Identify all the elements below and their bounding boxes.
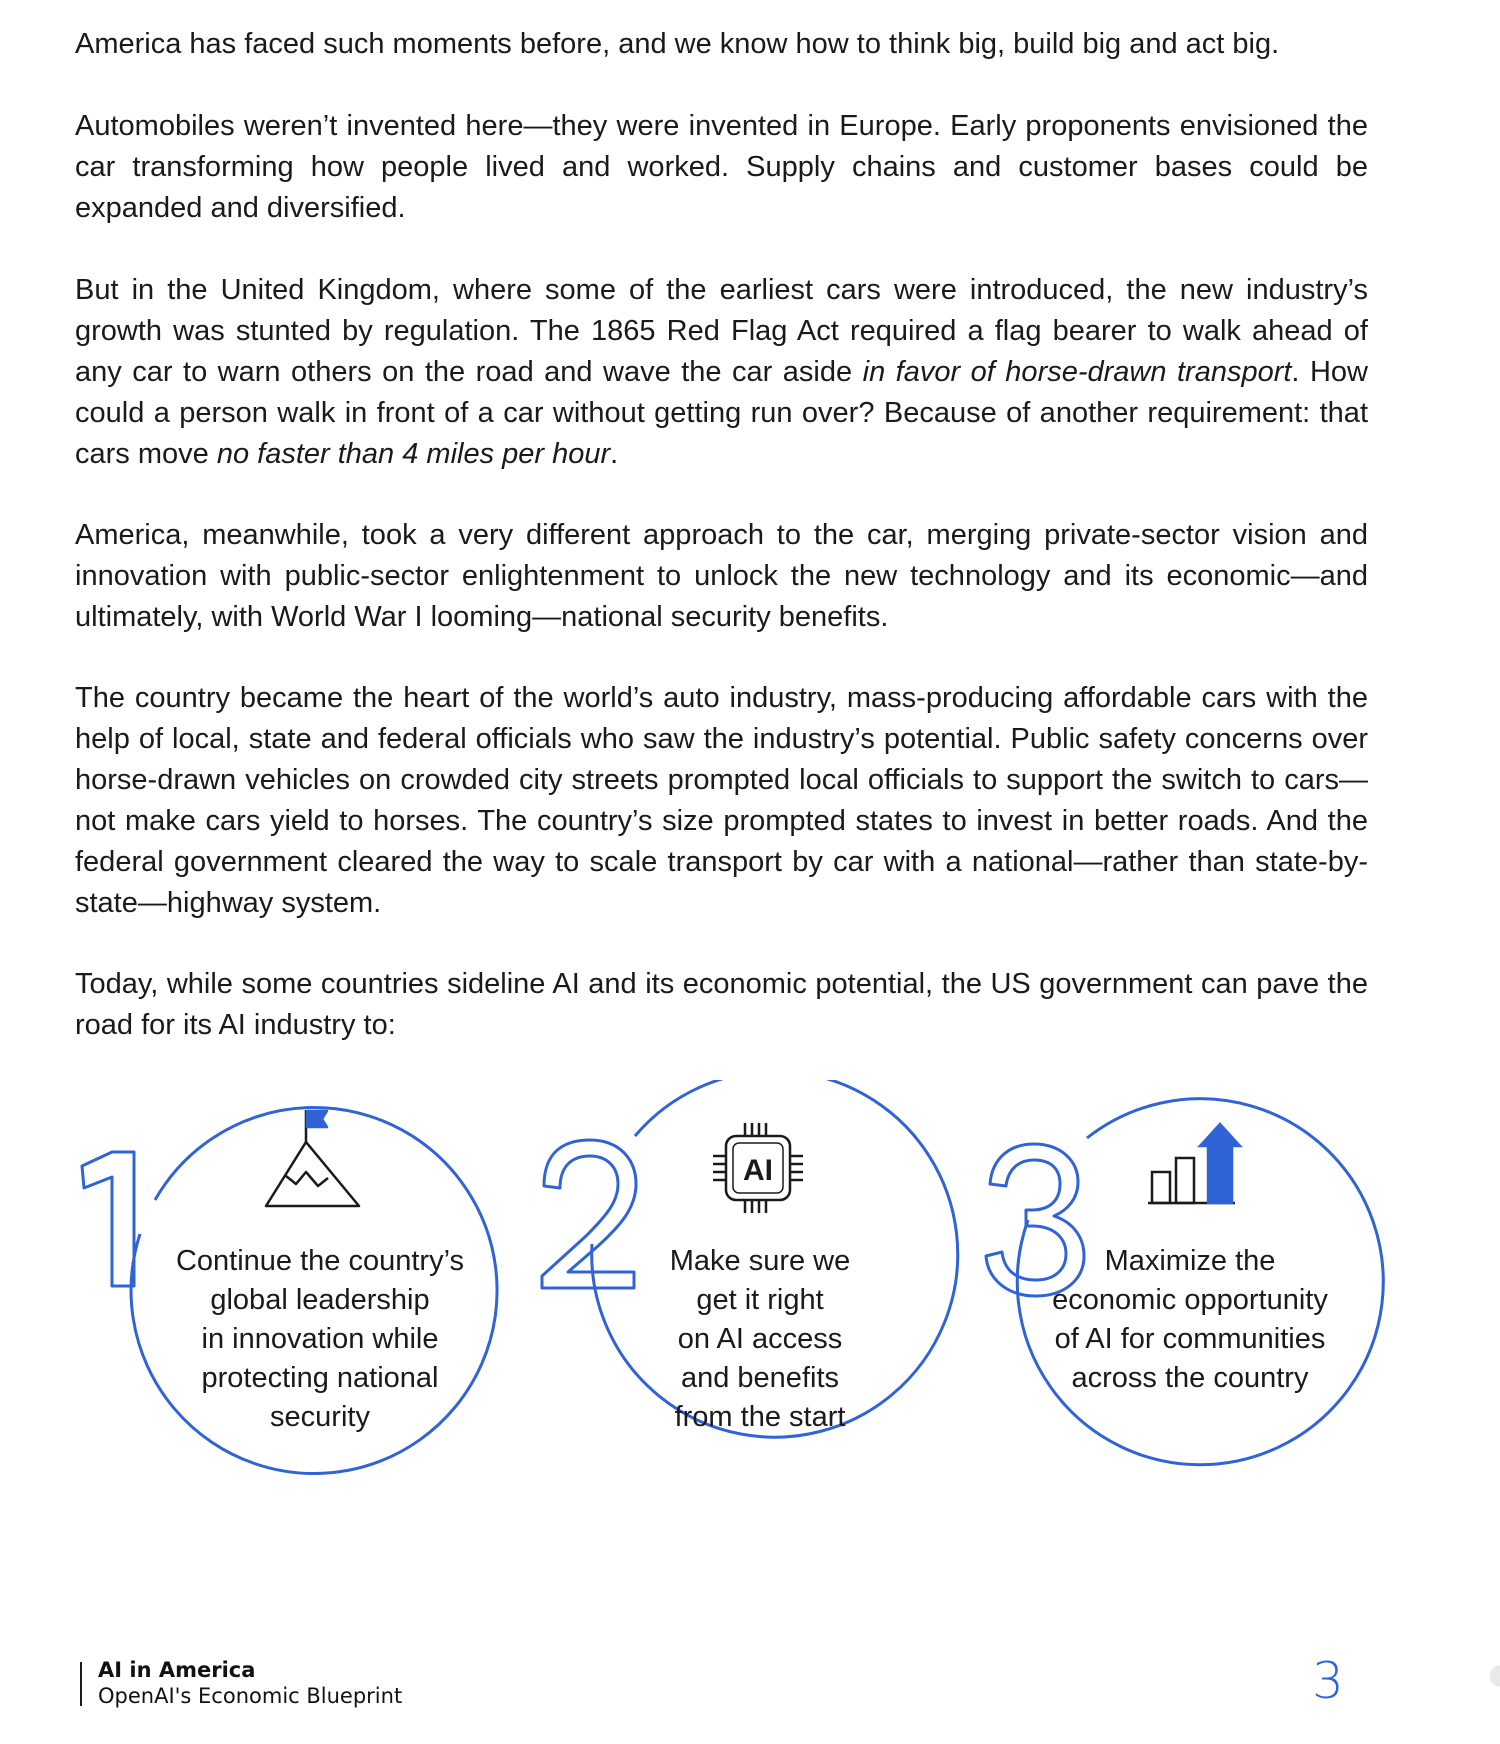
mountain-flag-icon [266,1110,359,1206]
footer-title: AI in America [98,1658,256,1682]
step-2-text: Make sure we get it right on AI access and benefits from the start [669,1245,851,1433]
step-3-text: Maximize the economic opportunity of AI for communities across the country [1052,1245,1328,1394]
page-number: 3 [1312,1652,1344,1710]
text-run: But in the United Kingdom, where some of the earliest cars were introduced, the new industry’s growth was stunted by regulation. The 1865 Red Flag Act required a flag bearer to walk ahead of any car to warn others on the road and wave the car aside [75,274,1368,388]
text-run: Automobiles weren’t invented here—they were invented in Europe. Early proponents envisioned the car transforming how people lived and worked. Supply chains and customer bases could be expanded and diversified. [75,110,1368,224]
italic-run: in favor of horse-drawn transport [862,356,1292,388]
paragraph [75,515,1368,638]
text-run: America, meanwhile, took a very different approach to the car, merging private-sector vision and innovation with public-sector enlightenment to unlock the new technology and its economic—and ultimately, with World War I looming—national security benefits. [75,519,1368,633]
paragraph [75,106,1368,229]
italic-run: no faster than 4 miles per hour [216,438,611,470]
step-1-numeral [82,1152,134,1286]
bar-chart-up-arrow-icon [1148,1124,1240,1203]
paragraph [75,270,1368,475]
text-run: The country became the heart of the world’s auto industry, mass-producing affordable cars with the help of local, state and federal officials who saw the industry’s potential. Public safety concerns over horse-drawn vehicles on crowded city streets prompted local officials to support the switch to cars—not make cars yield to horses. The country’s size prompted states to invest in better roads. And the federal government cleared the way to scale transport by car with a national—rather than state-by-state—highway system. [75,682,1368,919]
steps-infographic [0,1080,1500,1500]
scroll-handle[interactable] [1490,1665,1500,1687]
ai-chip-label: AI [743,1154,773,1187]
text-run: . [610,438,619,470]
text-run: . How could a person walk in front of a car without getting run over? Because of another requirement: that cars move [75,356,1368,470]
paragraph [75,678,1368,924]
paragraph [75,24,1368,65]
paragraph [75,964,1368,1046]
text-run: Today, while some countries sideline AI and its economic potential, the US government can pave the road for its AI industry to: [75,968,1368,1041]
footer-divider [80,1662,82,1706]
step-1-text: Continue the country’s global leadership in innovation while protecting national security [175,1245,465,1433]
footer-subtitle: OpenAI's Economic Blueprint [98,1684,403,1708]
ai-chip-icon [713,1123,803,1213]
text-run: America has faced such moments before, and we know how to think big, build big and act big. [75,28,1280,60]
